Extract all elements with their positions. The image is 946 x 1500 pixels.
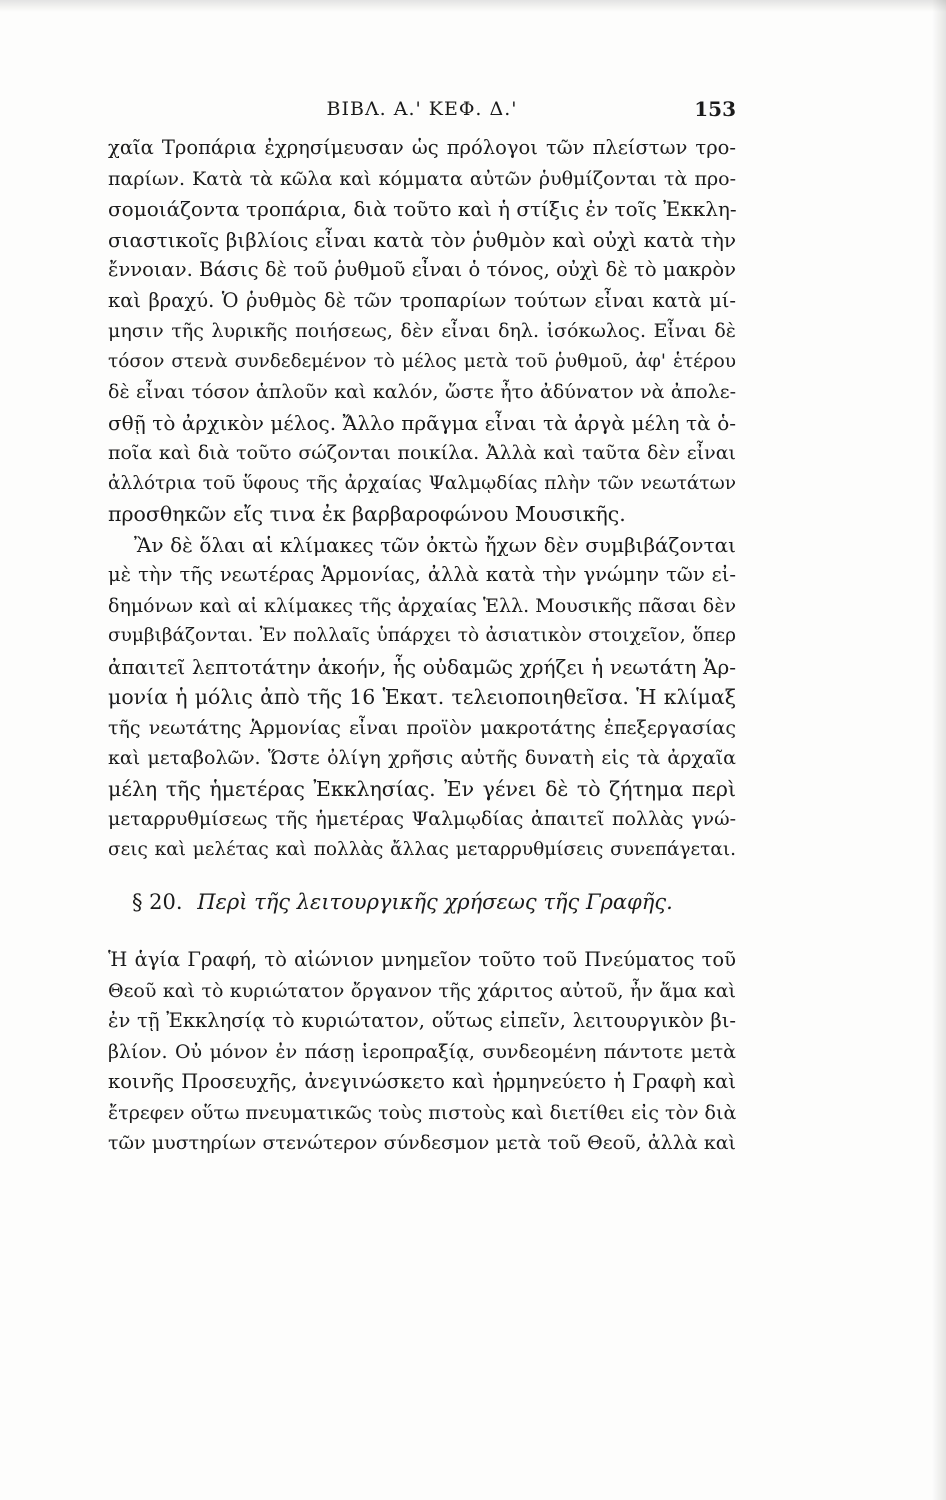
- text-line: χαῖα Τροπάρια ἐχρησίμευσαν ὡς πρόλογοι τῶν πλείστων τρο-: [108, 136, 736, 159]
- text-line: τῆς νεωτάτης Ἁρμονίας εἶναι προϊὸν μακροτάτης ἐπεξεργασίας: [108, 716, 736, 739]
- text-line: μονία ἡ μόλις ἀπὸ τῆς 16 Ἑκατ. τελειοποιηθεῖσα. Ἡ κλίμαξ: [108, 685, 736, 709]
- text-line: ἔννοιαν. Βάσις δὲ τοῦ ῥυθμοῦ εἶναι ὁ τόνος, οὐχὶ δὲ τὸ μακρὸν: [108, 258, 736, 281]
- text-line: Ἂν δὲ ὅλαι αἱ κλίμακες τῶν ὀκτὼ ἤχων δὲν συμβιβάζονται: [134, 532, 736, 557]
- text-line: προσθηκῶν εἴς τινα ἐκ βαρβαροφώνου Μουσικῆς.: [108, 502, 626, 526]
- text-line: μέλη τῆς ἡμετέρας Ἐκκλησίας. Ἐν γένει δὲ τὸ ζήτημα περὶ: [108, 776, 736, 801]
- text-line: σομοιάζοντα τροπάρια, διὰ τοῦτο καὶ ἡ στίξις ἐν τοῖς Ἐκκλη-: [108, 197, 737, 221]
- text-line: μεταρρυθμίσεως τῆς ἡμετέρας Ψαλμῳδίας ἀπαιτεῖ πολλὰς γνώ-: [108, 808, 736, 830]
- text-line: σεις καὶ μελέτας καὶ πολλὰς ἄλλας μεταρρυθμίσεις συνεπάγεται.: [108, 838, 736, 860]
- text-line: παρίων. Κατὰ τὰ κῶλα καὶ κόμματα αὐτῶν ῥυθμίζονται τὰ προ-: [108, 167, 736, 190]
- running-head: ΒΙΒΛ. Α.' ΚΕΦ. Δ.': [326, 98, 518, 120]
- text-line: ἐν τῇ Ἐκκλησίᾳ τὸ κυριώτατον, οὕτως εἰπεῖν, λειτουργικὸν βι-: [108, 1009, 736, 1032]
- text-line: καὶ μεταβολῶν. Ὥστε ὀλίγη χρῆσις αὐτῆς δυνατὴ εἰς τὰ ἀρχαῖα: [108, 747, 736, 769]
- text-line: Ἡ ἁγία Γραφή, τὸ αἰώνιον μνημεῖον τοῦτο τοῦ Πνεύματος τοῦ: [108, 948, 736, 971]
- text-line: ἔτρεφεν οὕτω πνευματικῶς τοὺς πιστοὺς καὶ διετίθει εἰς τὸν διὰ: [108, 1101, 737, 1124]
- section-number: § 20.: [132, 890, 183, 914]
- paragraph-2: [108, 530, 736, 866]
- text-line: μησιν τῆς λυρικῆς ποιήσεως, δὲν εἶναι δηλ. ἰσόκωλος. Εἶναι δὲ: [108, 320, 736, 342]
- page-number: 153: [694, 97, 736, 121]
- page-header: [108, 94, 736, 124]
- text-line: δημόνων καὶ αἱ κλίμακες τῆς ἀρχαίας Ἑλλ. Μουσικῆς πᾶσαι δὲν: [108, 594, 736, 617]
- text-line: συμβιβάζονται. Ἐν πολλαῖς ὑπάρχει τὸ ἀσιατικὸν στοιχεῖον, ὅπερ: [108, 625, 736, 646]
- body-text: [108, 133, 736, 1159]
- paragraph-1: [108, 133, 736, 530]
- text-line: δὲ εἶναι τόσον ἁπλοῦν καὶ καλόν, ὥστε ἦτο ἀδύνατον νὰ ἀπολε-: [108, 381, 736, 403]
- text-line: μὲ τὴν τῆς νεωτέρας Ἁρμονίας, ἀλλὰ κατὰ τὴν γνώμην τῶν εἰ-: [108, 563, 736, 586]
- text-line: κοινῆς Προσευχῆς, ἀνεγινώσκετο καὶ ἡρμηνεύετο ἡ Γραφὴ καὶ: [108, 1070, 736, 1093]
- text-line: ἀπαιτεῖ λεπτοτάτην ἀκοήν, ἧς οὐδαμῶς χρήζει ἡ νεωτάτη Ἁρ-: [108, 654, 736, 679]
- paragraph-3: [108, 945, 736, 1159]
- section-heading: [108, 885, 736, 919]
- page-edge-shadow: [932, 0, 946, 1500]
- text-line: τῶν μυστηρίων στενώτερον σύνδεσμον μετὰ τοῦ Θεοῦ, ἀλλὰ καὶ: [108, 1132, 736, 1154]
- page-top-shadow: [0, 0, 946, 12]
- text-line: ἀλλότρια τοῦ ὕφους τῆς ἀρχαίας Ψαλμῳδίας πλὴν τῶν νεωτάτων: [108, 472, 736, 494]
- text-line: τόσον στενὰ συνδεδεμένον τὸ μέλος μετὰ τοῦ ῥυθμοῦ, ἀφ' ἑτέρου: [108, 350, 736, 372]
- text-line: σιαστικοῖς βιβλίοις εἶναι κατὰ τὸν ῥυθμὸν καὶ οὐχὶ κατὰ τὴν: [108, 227, 736, 252]
- text-line: καὶ βραχύ. Ὁ ῥυθμὸς δὲ τῶν τροπαρίων τούτων εἶναι κατὰ μί-: [108, 288, 736, 312]
- text-line: βλίον. Οὐ μόνον ἐν πάσῃ ἱεροπραξίᾳ, συνδεομένη πάντοτε μετὰ: [108, 1040, 736, 1063]
- text-line: Θεοῦ καὶ τὸ κυριώτατον ὄργανον τῆς χάριτος αὐτοῦ, ἦν ἅμα καὶ: [108, 979, 736, 1002]
- text-line: σθῇ τὸ ἀρχικὸν μέλος. Ἄλλο πρᾶγμα εἶναι τὰ ἀργὰ μέλη τὰ ὁ-: [108, 410, 736, 435]
- text-line: ποῖα καὶ διὰ τοῦτο σώζονται ποικίλα. Ἀλλὰ καὶ ταῦτα δὲν εἶναι: [108, 442, 736, 464]
- section-title: Περὶ τῆς λειτουργικῆς χρήσεως τῆς Γραφῆς.: [197, 890, 673, 914]
